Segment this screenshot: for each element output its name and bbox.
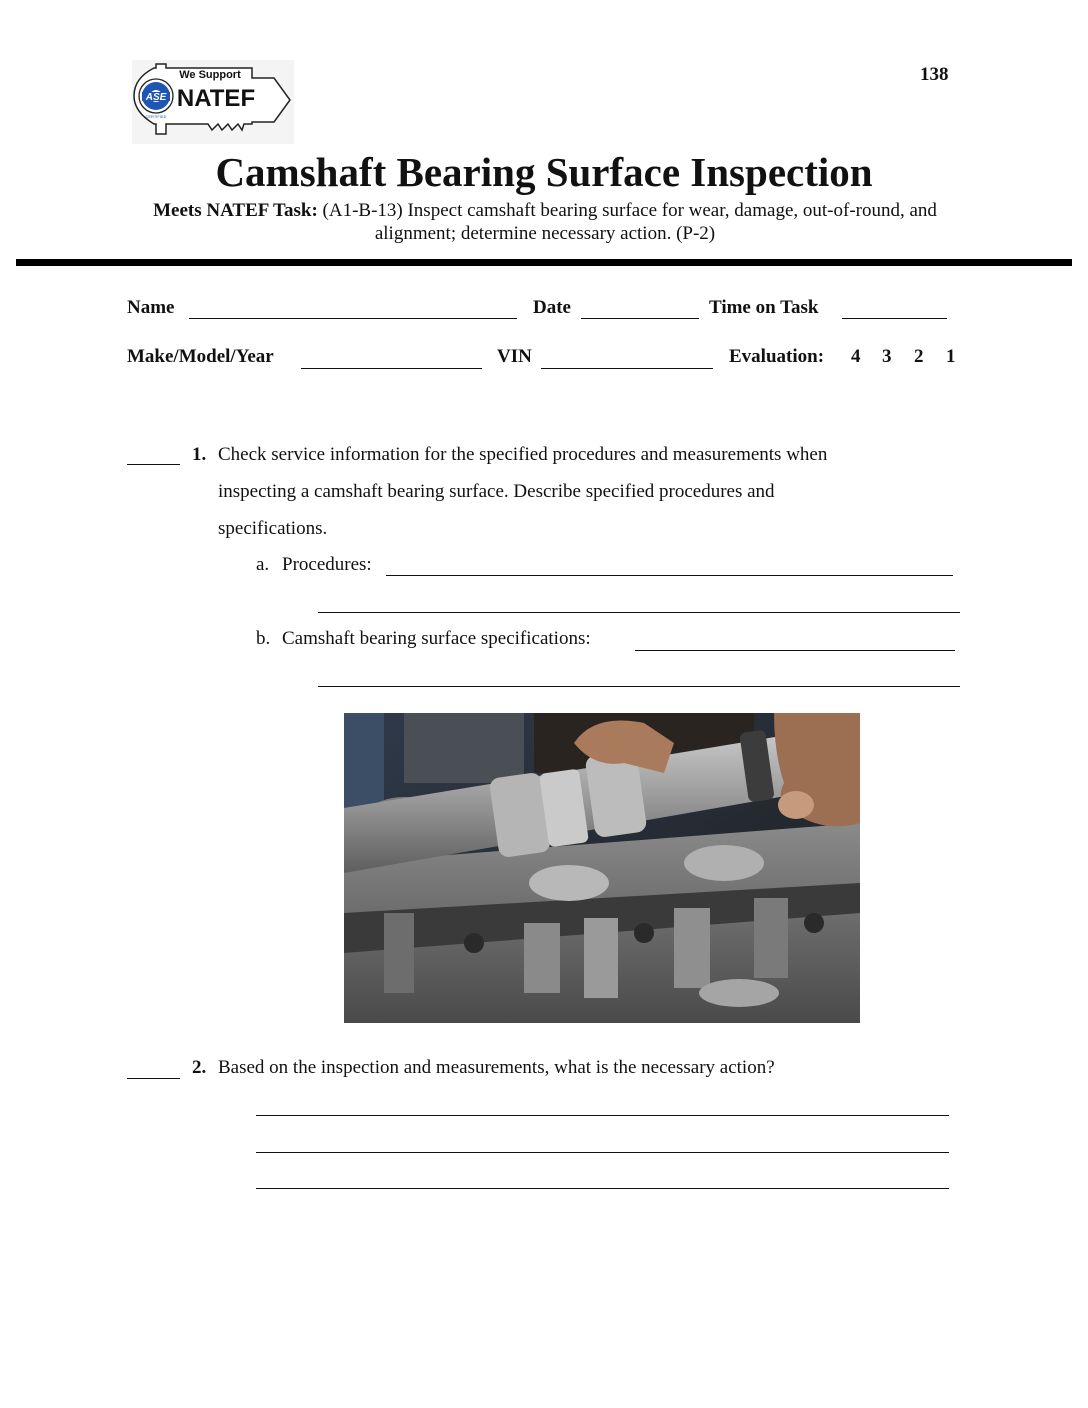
time-on-task-field[interactable] xyxy=(842,318,947,319)
task-text: (A1-B-13) Inspect camshaft bearing surface for wear, damage, out-of-round, and alignment; determine necessary action. (P-2) xyxy=(322,200,937,244)
make-model-year-label: Make/Model/Year xyxy=(127,346,274,367)
time-on-task-label: Time on Task xyxy=(709,297,819,318)
logo-small-text: CERTIFIED xyxy=(145,114,167,119)
question-1-line-1: Check service information for the specified procedures and measurements when xyxy=(218,444,828,465)
evaluation-score-3[interactable]: 3 xyxy=(882,346,892,367)
camshaft-photo xyxy=(344,713,860,1023)
name-field[interactable] xyxy=(189,318,517,319)
date-label: Date xyxy=(533,297,571,318)
subitem-a-letter: a. xyxy=(256,554,270,575)
question-1-number: 1. xyxy=(192,444,207,465)
question-2-line-1: Based on the inspection and measurements, what is the necessary action? xyxy=(218,1057,775,1078)
header-divider xyxy=(16,259,1072,266)
specifications-answer-line-1[interactable] xyxy=(635,650,955,651)
page-title: Camshaft Bearing Surface Inspection xyxy=(215,149,873,195)
question-1-checkbox-line[interactable] xyxy=(127,464,180,465)
evaluation-score-4[interactable]: 4 xyxy=(851,346,861,367)
logo-main-text: NATEF xyxy=(176,85,256,112)
evaluation-score-2[interactable]: 2 xyxy=(914,346,924,367)
evaluation-score-1[interactable]: 1 xyxy=(946,346,956,367)
question-1-line-3: specifications. xyxy=(218,518,328,539)
specifications-answer-line-2[interactable] xyxy=(318,686,960,687)
logo-top-text: We Support xyxy=(179,69,241,81)
procedures-answer-line-2[interactable] xyxy=(318,612,960,613)
subitem-b-letter: b. xyxy=(256,628,271,649)
vin-label: VIN xyxy=(497,346,532,367)
subitem-b-label: Camshaft bearing surface specifications: xyxy=(282,628,591,649)
subitem-a-label: Procedures: xyxy=(282,554,372,575)
action-answer-line-3[interactable] xyxy=(256,1188,949,1189)
task-description xyxy=(130,199,960,245)
action-answer-line-1[interactable] xyxy=(256,1115,949,1116)
make-model-year-field[interactable] xyxy=(301,368,482,369)
question-2-checkbox-line[interactable] xyxy=(127,1078,180,1079)
logo-badge-text: ASE xyxy=(145,92,167,103)
procedures-answer-line-1[interactable] xyxy=(386,575,953,576)
evaluation-label: Evaluation: xyxy=(729,346,825,367)
question-1-line-2: inspecting a camshaft bearing surface. Describe specified procedures and xyxy=(218,481,775,502)
question-2-number: 2. xyxy=(192,1057,207,1078)
vin-field[interactable] xyxy=(541,368,713,369)
task-label: Meets NATEF Task: xyxy=(153,200,318,221)
name-label: Name xyxy=(127,297,175,318)
page-number: 138 xyxy=(920,64,949,85)
date-field[interactable] xyxy=(581,318,699,319)
natef-logo xyxy=(132,60,294,144)
action-answer-line-2[interactable] xyxy=(256,1152,949,1153)
